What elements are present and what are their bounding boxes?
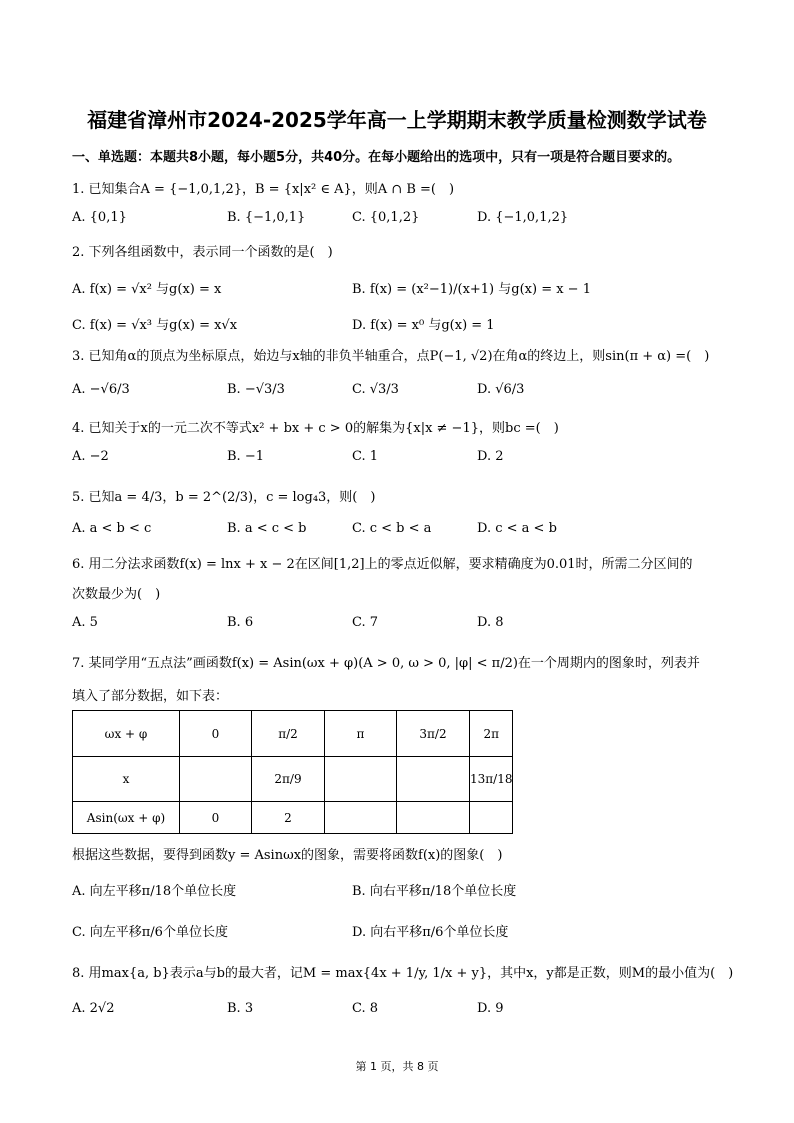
q7-option-b: B. 向右平移π/18个单位长度 <box>352 884 517 899</box>
table-cell: Asin(ωx + φ) <box>73 802 180 834</box>
q7-option-c: C. 向左平移π/6个单位长度 <box>72 925 228 940</box>
table-cell <box>397 757 470 802</box>
question-7-line-2: 填入了部分数据，如下表： <box>72 689 229 704</box>
q4-option-a: A. −2 <box>72 449 109 464</box>
q8-option-a: A. 2√2 <box>72 1001 115 1016</box>
table-cell <box>470 802 513 834</box>
question-1: 1. 已知集合A = {−1,0,1,2}，B = {x|x² ∈ A}，则A ∩ B =( ) <box>72 182 455 197</box>
five-point-table <box>72 710 513 834</box>
section-heading: 一、单选题：本题共8小题，每小题5分，共40分。在每小题给出的选项中，只有一项是符合题目要求的。 <box>72 150 681 165</box>
q1-option-b: B. {−1,0,1} <box>227 210 306 225</box>
q2-option-d: D. f(x) = x⁰ 与g(x) = 1 <box>352 318 495 333</box>
page-footer: 第 1 页，共 8 页 <box>355 1060 439 1073</box>
q2-option-a: A. f(x) = √x² 与g(x) = x <box>72 282 222 297</box>
table-cell: π <box>325 711 397 757</box>
q4-option-c: C. 1 <box>352 449 379 464</box>
q2-option-b: B. f(x) = (x²−1)/(x+1) 与g(x) = x − 1 <box>352 282 591 297</box>
table-cell <box>397 802 470 834</box>
table-cell: 3π/2 <box>397 711 470 757</box>
q1-option-d: D. {−1,0,1,2} <box>477 210 569 225</box>
q6-option-b: B. 6 <box>227 615 254 630</box>
q5-option-a: A. a < b < c <box>72 521 152 536</box>
q3-option-b: B. −√3/3 <box>227 382 285 397</box>
q8-option-c: C. 8 <box>352 1001 379 1016</box>
table-cell <box>325 757 397 802</box>
q6-option-c: C. 7 <box>352 615 379 630</box>
question-2: 2. 下列各组函数中，表示同一个函数的是( ) <box>72 245 333 260</box>
q7-option-d: D. 向右平移π/6个单位长度 <box>352 925 509 940</box>
question-6-line-2: 次数最少为( ) <box>72 587 161 602</box>
q1-option-a: A. {0,1} <box>72 210 127 225</box>
table-cell <box>325 802 397 834</box>
table-cell: ωx + φ <box>73 711 180 757</box>
table-cell: 2 <box>252 802 325 834</box>
q4-option-b: B. −1 <box>227 449 264 464</box>
question-5: 5. 已知a = 4/3，b = 2^(2/3)，c = log₄3，则( ) <box>72 490 376 505</box>
q6-option-d: D. 8 <box>477 615 504 630</box>
table-cell: 2π <box>470 711 513 757</box>
table-cell: 0 <box>180 802 252 834</box>
question-4: 4. 已知关于x的一元二次不等式x² + bx + c > 0的解集为{x|x ≠ −1}，则bc =( ) <box>72 421 559 436</box>
question-7-line-1: 7. 某同学用“五点法”画函数f(x) = Asin(ωx + φ)(A > 0, ω > 0, |φ| < π/2)在一个周期内的图象时，列表并 <box>72 656 700 671</box>
q3-option-c: C. √3/3 <box>352 382 399 397</box>
q2-option-c: C. f(x) = √x³ 与g(x) = x√x <box>72 318 238 333</box>
table-cell <box>180 757 252 802</box>
table-cell: 13π/18 <box>470 757 513 802</box>
question-3: 3. 已知角α的顶点为坐标原点，始边与x轴的非负半轴重合，点P(−1, √2)在角α的终边上，则sin(π + α) =( ) <box>72 349 710 364</box>
question-8: 8. 用max{a, b}表示a与b的最大者，记M = max{4x + 1/y, 1/x + y}，其中x，y都是正数，则M的最小值为( ) <box>72 966 734 981</box>
table-cell: 0 <box>180 711 252 757</box>
q4-option-d: D. 2 <box>477 449 504 464</box>
table-cell: 2π/9 <box>252 757 325 802</box>
q1-option-c: C. {0,1,2} <box>352 210 420 225</box>
q8-option-d: D. 9 <box>477 1001 504 1016</box>
q5-option-d: D. c < a < b <box>477 521 557 536</box>
q3-option-d: D. √6/3 <box>477 382 525 397</box>
q8-option-b: B. 3 <box>227 1001 254 1016</box>
table-cell: π/2 <box>252 711 325 757</box>
q7-option-a: A. 向左平移π/18个单位长度 <box>72 884 237 899</box>
q3-option-a: A. −√6/3 <box>72 382 130 397</box>
question-7-line-3: 根据这些数据，要得到函数y = Asinωx的图象，需要将函数f(x)的图象( ) <box>72 848 503 863</box>
q5-option-c: C. c < b < a <box>352 521 432 536</box>
q6-option-a: A. 5 <box>72 615 98 630</box>
question-6-line-1: 6. 用二分法求函数f(x) = lnx + x − 2在区间[1,2]上的零点近似解，要求精确度为0.01时，所需二分区间的 <box>72 557 693 572</box>
q5-option-b: B. a < c < b <box>227 521 307 536</box>
page-title: 福建省漳州市2024-2025学年高一上学期期末教学质量检测数学试卷 <box>87 108 707 132</box>
table-cell: x <box>73 757 180 802</box>
